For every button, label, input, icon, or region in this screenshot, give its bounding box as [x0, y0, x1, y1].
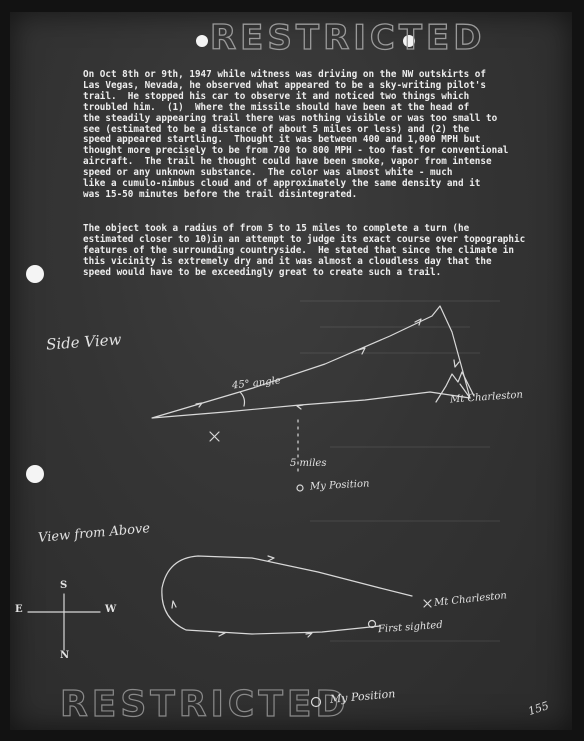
top-view-title: View from Above [37, 521, 151, 546]
top-view-arrow [172, 601, 176, 608]
side-view-trail [152, 306, 470, 418]
top-view-mountain-label: Mt Charleston [433, 590, 508, 609]
first-sighted-label: First sighted [377, 619, 444, 636]
compass-west-label: W [105, 604, 117, 615]
top-view-arrow [306, 633, 312, 637]
report-paragraph-1: On Oct 8th or 9th, 1947 while witness was driving on the NW outskirts of Las Vegas, Nevada, he observed what appeared to be a sky-writing pilot's trail. He stopped his car to observe it and noticed two things which troubled him. (1) Where the missile should have been at the head of the steadily appearing trail there was nothing visible or was too small to see (estimated to be a distance of about 5 miles or less) and (2) the speed appeared startling. Thought it was between 400 and 1,000 MPH but thought more precisely to be from 700 to 800 MPH - too fast for conventional aircraft. The trail he thought could have been smoke, vapor from intense speed or any unknown substance. The color was almost white - much like a cumulo-nimbus cloud and of approximately the same density and it was 15-50 minutes before the trail disintegrated. [83, 69, 509, 200]
side-view-mountain-label: Mt Charleston [449, 389, 524, 406]
cross-marker [210, 432, 219, 441]
side-view-arrow [297, 405, 303, 409]
side-view-position-marker [297, 485, 303, 491]
compass-cross [28, 594, 100, 650]
compass-north-label: N [60, 650, 70, 661]
top-view-arrow [218, 632, 225, 636]
compass-east-label: E [15, 604, 23, 615]
side-view-title: Side View [45, 330, 122, 354]
mountain-marker [424, 600, 431, 607]
restricted-stamp-top: RESTRICTED [210, 18, 486, 58]
top-view-position-marker [312, 698, 321, 707]
angle-arc [240, 392, 245, 406]
report-paragraph-2: The object took a radius of from 5 to 15 miles to complete a turn (he estimated closer to 10)in an attempt to judge its exact course over topographic features of the surrounding countryside. He stated that since the climate in this vicinity is extremely dry and it was almost a cloudless day that the speed would have to be exceedingly great to create such a trail. [83, 223, 526, 278]
side-view-arrow [454, 360, 459, 367]
restricted-stamp-bottom: RESTRICTED [60, 684, 350, 725]
angle-label: 45° angle [231, 375, 282, 392]
page-number: 155 [526, 699, 551, 718]
side-view-position-label: My Position [309, 478, 370, 493]
compass-south-label: S [60, 580, 68, 591]
top-view-position-label: My Position [329, 687, 396, 706]
top-view-arrow [268, 556, 274, 561]
distance-label: 5 miles [290, 458, 327, 469]
